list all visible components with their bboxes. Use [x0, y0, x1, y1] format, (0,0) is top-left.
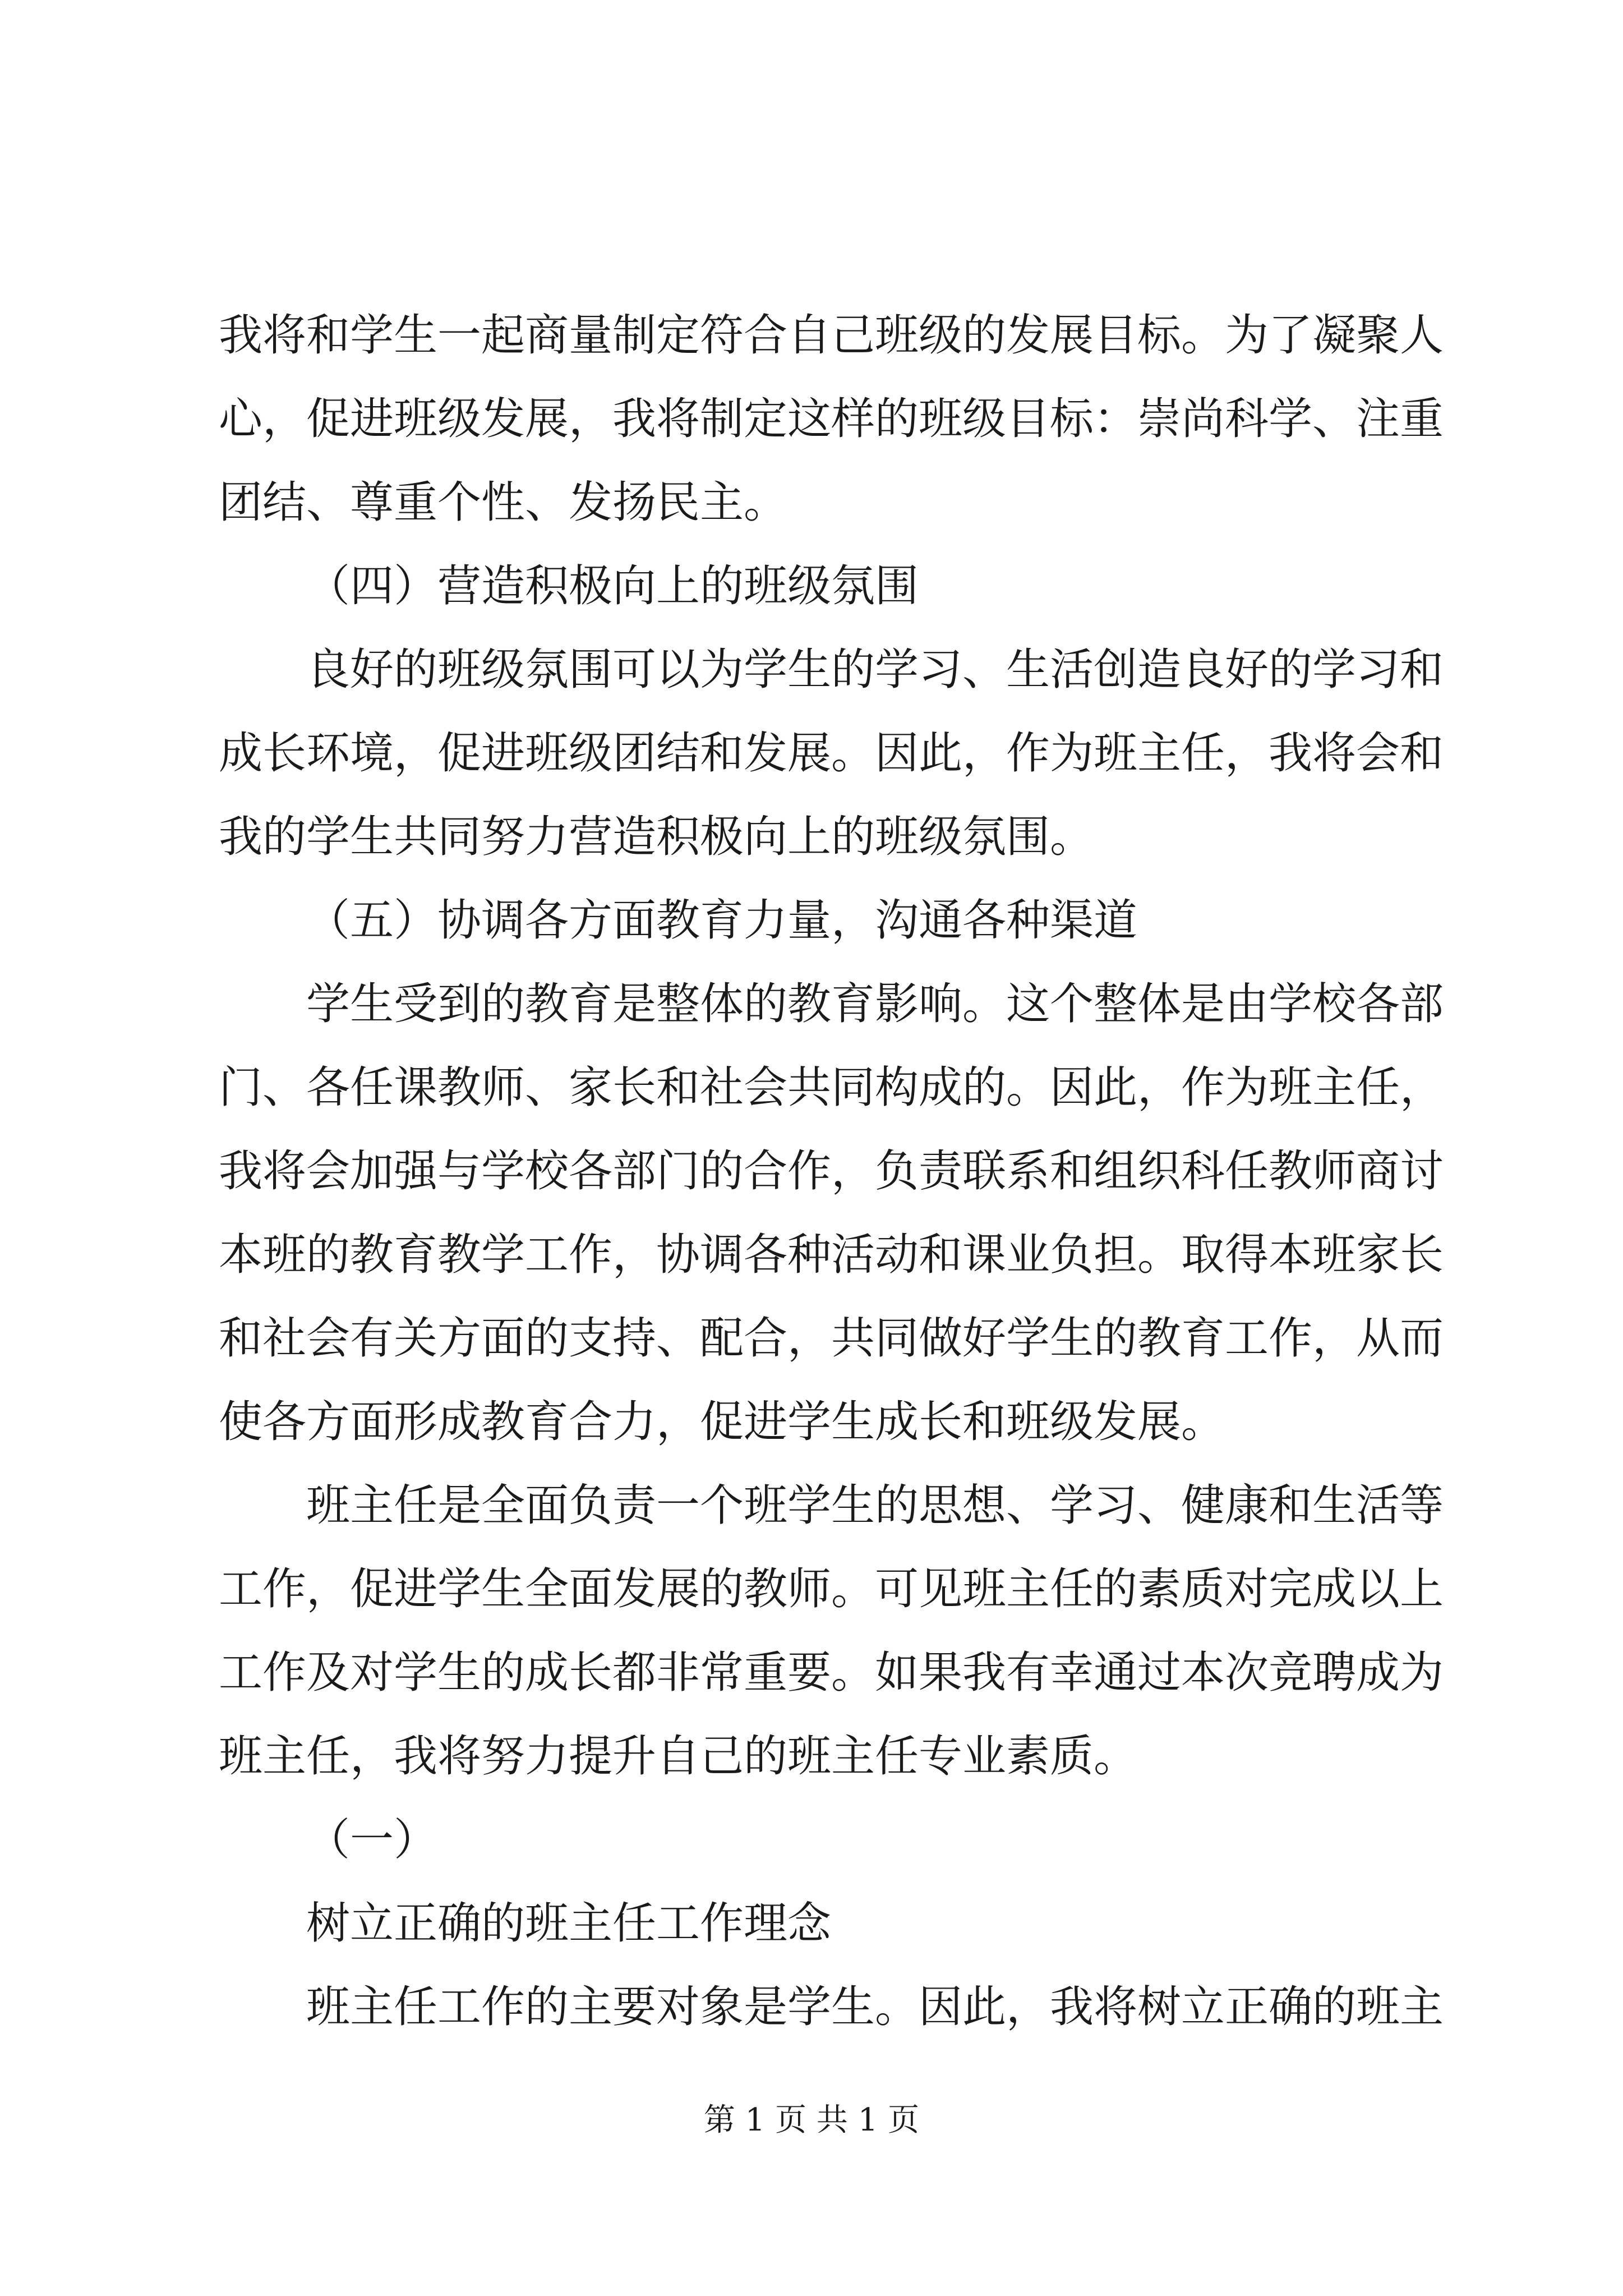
section-heading: 树立正确的班主任工作理念 — [306, 1898, 832, 1949]
page-footer: 第 1 页 共 1 页 — [703, 2102, 920, 2138]
section-number: （一） — [306, 1815, 438, 1865]
text-line: 我将和学生一起商量制定符合自己班级的发展目标。为了凝聚人 — [219, 310, 1444, 361]
text-line: 心，促进班级发展，我将制定这样的班级目标：崇尚科学、注重 — [219, 394, 1444, 444]
text-line: 工作及对学生的成长都非常重要。如果我有幸通过本次竞聘成为 — [219, 1648, 1444, 1698]
text-line: 成长环境，促进班级团结和发展。因此，作为班主任，我将会和 — [219, 728, 1444, 779]
text-line: 班主任，我将努力提升自己的班主任专业素质。 — [219, 1731, 1138, 1782]
section-heading: （五）协调各方面教育力量，沟通各种渠道 — [306, 895, 1138, 946]
paragraph-first-line: 班主任是全面负责一个班学生的思想、学习、健康和生活等 — [306, 1480, 1444, 1531]
text-line: 我将会加强与学校各部门的合作，负责联系和组织科任教师商讨 — [219, 1146, 1444, 1197]
text-line: 本班的教育教学工作，协调各种活动和课业负担。取得本班家长 — [219, 1230, 1444, 1280]
text-line: 团结、尊重个性、发扬民主。 — [219, 477, 788, 528]
paragraph-first-line: 学生受到的教育是整体的教育影响。这个整体是由学校各部 — [306, 979, 1444, 1029]
text-line: 工作，促进学生全面发展的教师。可见班主任的素质对完成以上 — [219, 1564, 1444, 1614]
paragraph-first-line: 良好的班级氛围可以为学生的学习、生活创造良好的学习和 — [306, 645, 1444, 695]
text-line: 门、各任课教师、家长和社会共同构成的。因此，作为班主任， — [219, 1062, 1444, 1113]
text-line: 使各方面形成教育合力，促进学生成长和班级发展。 — [219, 1397, 1225, 1447]
text-line: 我的学生共同努力营造积极向上的班级氛围。 — [219, 812, 1094, 862]
text-line: 和社会有关方面的支持、配合，共同做好学生的教育工作，从而 — [219, 1313, 1444, 1364]
paragraph-first-line: 班主任工作的主要对象是学生。因此，我将树立正确的班主 — [306, 1982, 1444, 2032]
section-heading: （四）营造积极向上的班级氛围 — [306, 561, 919, 611]
